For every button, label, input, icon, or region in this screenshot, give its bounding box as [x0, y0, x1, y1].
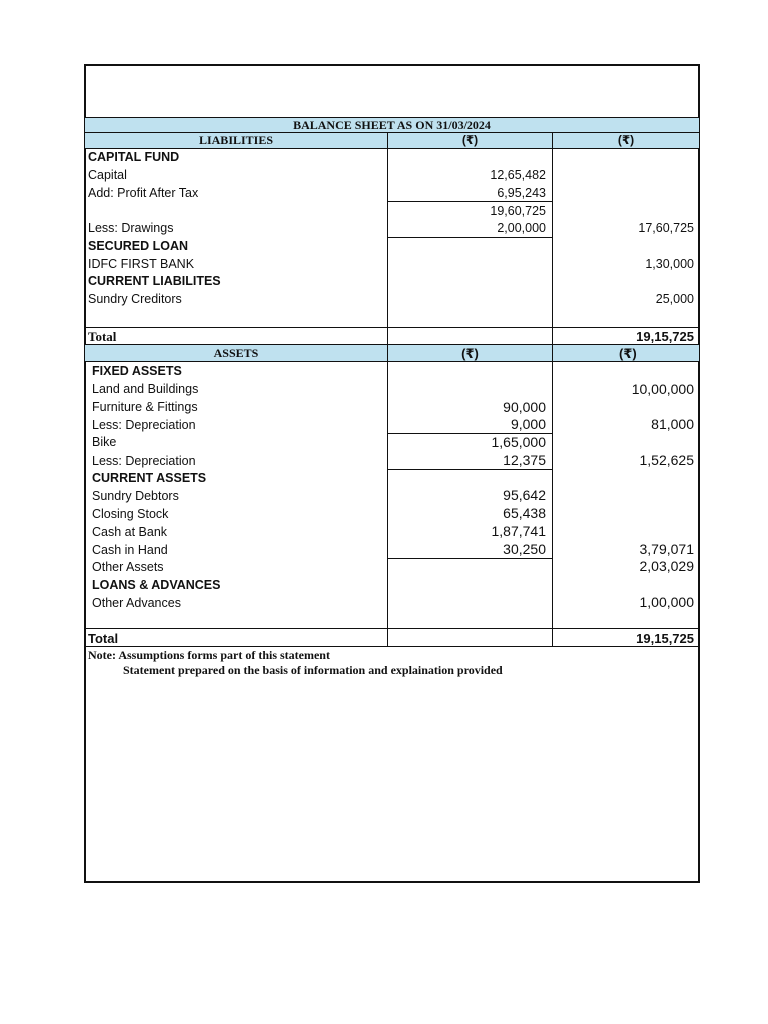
column-rule — [387, 328, 388, 345]
idfc-value: 1,30,000 — [645, 257, 694, 271]
capital-value: 12,65,482 — [490, 168, 546, 182]
profit-value: 6,95,243 — [497, 186, 546, 200]
column-rule — [552, 133, 553, 328]
depreciation-2-label: Less: Depreciation — [92, 454, 196, 468]
column-rule — [552, 345, 553, 629]
column-rule — [387, 133, 388, 328]
capital-label: Capital — [88, 168, 127, 182]
hand-label: Cash in Hand — [92, 543, 168, 557]
rule — [387, 469, 552, 470]
liabilities-col1-header: (₹) — [461, 133, 479, 147]
other-advances-value: 1,00,000 — [639, 594, 694, 610]
other-assets-value: 2,03,029 — [639, 558, 694, 574]
rule — [85, 148, 699, 149]
note-line-1: Note: Assumptions forms part of this statement — [88, 648, 330, 662]
creditors-label: Sundry Creditors — [88, 292, 182, 306]
liabilities-col2-header: (₹) — [617, 133, 635, 147]
rule — [85, 361, 699, 362]
stock-label: Closing Stock — [92, 507, 169, 521]
rule — [85, 344, 699, 345]
rule — [387, 558, 552, 559]
assets-total-label: Total — [88, 631, 119, 646]
assets-heading: ASSETS — [213, 346, 259, 360]
rule — [85, 327, 699, 328]
loans-advances-heading: LOANS & ADVANCES — [92, 578, 221, 592]
debtors-value: 95,642 — [503, 487, 546, 503]
drawings-value: 2,00,000 — [497, 221, 546, 235]
column-rule — [552, 629, 553, 646]
capital-net-value: 17,60,725 — [638, 221, 694, 235]
rule — [85, 628, 699, 629]
idfc-label: IDFC FIRST BANK — [88, 257, 195, 271]
other-assets-label: Other Assets — [92, 560, 164, 574]
profit-label: Add: Profit After Tax — [88, 186, 199, 200]
sheet-title: BALANCE SHEET AS ON 31/03/2024 — [293, 118, 491, 132]
bank-label: Cash at Bank — [92, 525, 168, 539]
furniture-net-value: 81,000 — [651, 416, 694, 432]
bank-value: 1,87,741 — [491, 523, 546, 539]
furniture-value: 90,000 — [503, 399, 546, 415]
bike-net-value: 1,52,625 — [639, 452, 694, 468]
liabilities-total-label: Total — [88, 329, 117, 344]
capital-fund-heading: CAPITAL FUND — [88, 150, 180, 164]
land-value: 10,00,000 — [631, 381, 694, 397]
column-rule — [552, 328, 553, 345]
furniture-label: Furniture & Fittings — [92, 400, 198, 414]
rule — [387, 201, 552, 202]
land-label: Land and Buildings — [92, 382, 199, 396]
current-assets-heading: CURRENT ASSETS — [92, 471, 207, 485]
current-assets-total: 3,79,071 — [639, 541, 694, 557]
secured-loan-heading: SECURED LOAN — [88, 239, 189, 253]
depreciation-1-value: 9,000 — [510, 416, 546, 432]
liabilities-total-value: 19,15,725 — [636, 329, 694, 344]
hand-value: 30,250 — [503, 541, 546, 557]
depreciation-2-value: 12,375 — [503, 452, 546, 468]
column-rule — [387, 345, 388, 629]
capital-subtotal: 19,60,725 — [490, 204, 546, 218]
liabilities-heading: LIABILITIES — [198, 133, 274, 147]
rule — [85, 646, 699, 647]
bike-value: 1,65,000 — [491, 434, 546, 450]
creditors-value: 25,000 — [655, 292, 694, 306]
assets-total-value: 19,15,725 — [636, 631, 694, 646]
assets-col1-header: (₹) — [461, 346, 479, 361]
bike-label: Bike — [92, 435, 117, 449]
depreciation-1-label: Less: Depreciation — [92, 418, 196, 432]
rule — [387, 237, 552, 238]
note-line-2: Statement prepared on the basis of information and explaination provided — [123, 663, 503, 677]
column-rule — [387, 629, 388, 646]
stock-value: 65,438 — [503, 505, 546, 521]
current-liabilities-heading: CURRENT LIABILITES — [88, 274, 221, 288]
debtors-label: Sundry Debtors — [92, 489, 179, 503]
drawings-label: Less: Drawings — [88, 221, 174, 235]
fixed-assets-heading: FIXED ASSETS — [92, 364, 182, 378]
assets-col2-header: (₹) — [619, 346, 637, 361]
other-advances-label: Other Advances — [92, 596, 181, 610]
